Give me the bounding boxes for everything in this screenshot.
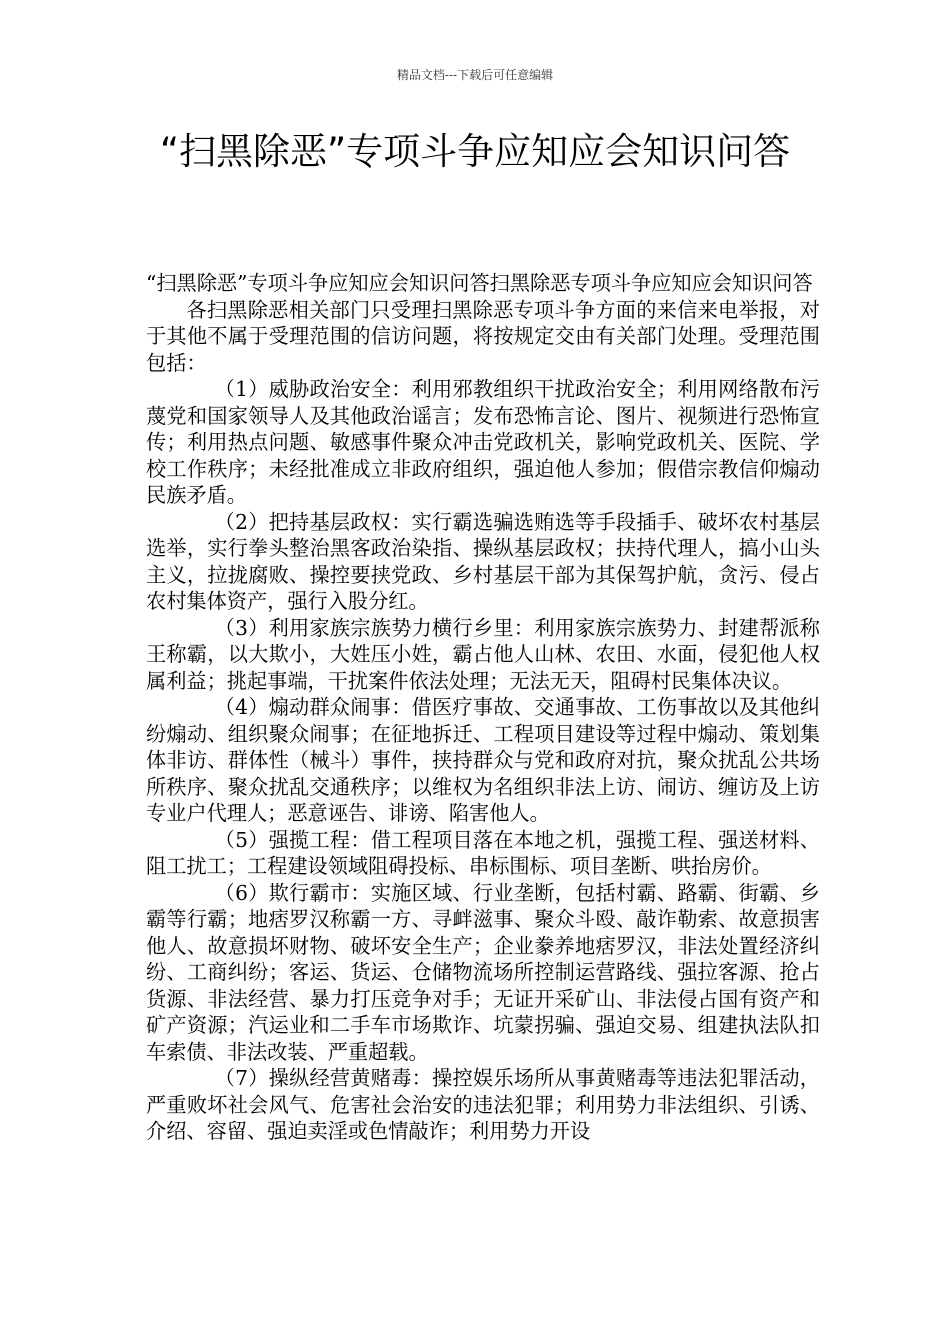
item-paragraph-4: （4）煽动群众闹事：借医疗事故、交通事故、工伤事故以及其他纠纷煽动、组织聚众闹事；在征地拆迁、工程项目建设等过程中煽动、策划集体非访、群体性（械斗）事件，挟持群众与党和政府对抗，聚众扰乱公共场所秩序、聚众扰乱交通秩序；以维权为名组织非法上访、闹访、缠访及上访专业户代理人；恶意诬告、诽谤、陷害他人。 bbox=[146, 695, 820, 825]
subtitle-paragraph: “扫黑除恶”专项斗争应知应会知识问答扫黑除恶专项斗争应知应会知识问答 bbox=[146, 271, 813, 295]
item-paragraph-2: （2）把持基层政权：实行霸选骗选贿选等手段插手、破坏农村基层选举，实行拳头整治黑客政治染指、操纵基层政权；扶持代理人，搞小山头主义，拉拢腐败、操控要挟党政、乡村基层干部为其保驾护航，贪污、侵占农村集体资产，强行入股分红。 bbox=[146, 509, 820, 613]
document-title: “扫黑除恶”专项斗争应知应会知识问答 bbox=[159, 130, 791, 173]
item-paragraph-5: （5）强揽工程：借工程项目落在本地之机，强揽工程、强送材料、阻工扰工；工程建设领域阻碍投标、串标围标、项目垄断、哄抬房价。 bbox=[146, 827, 820, 878]
document-body bbox=[146, 270, 820, 1145]
item-paragraph-1: （1）威胁政治安全：利用邪教组织干扰政治安全；利用网络散布污蔑党和国家领导人及其他政治谣言；发布恐怖言论、图片、视频进行恐怖宣传；利用热点问题、敏感事件聚众冲击党政机关，影响党政机关、医院、学校工作秩序；未经批准成立非政府组织，强迫他人参加；假借宗教信仰煽动民族矛盾。 bbox=[146, 377, 820, 507]
item-paragraph-7: （7）操纵经营黄赌毒：操控娱乐场所从事黄赌毒等违法犯罪活动，严重败坏社会风气、危害社会治安的违法犯罪；利用势力非法组织、引诱、介绍、容留、强迫卖淫或色情敲诈；利用势力开设 bbox=[146, 1066, 820, 1143]
item-paragraph-3: （3）利用家族宗族势力横行乡里：利用家族宗族势力、封建帮派称王称霸，以大欺小，大姓压小姓，霸占他人山林、农田、水面，侵犯他人权属利益；挑起事端，干扰案件依法处理；无法无天，阻碍村民集体决议。 bbox=[146, 615, 820, 693]
item-paragraph-6: （6）欺行霸市：实施区域、行业垄断，包括村霸、路霸、街霸、乡霸等行霸；地痞罗汉称霸一方、寻衅滋事、聚众斗殴、敲诈勒索、故意损害他人、故意损坏财物、破坏安全生产；企业豢养地痞罗汉，非法处置经济纠纷、工商纠纷；客运、货运、仓储物流场所控制运营路线、强拉客源、抢占货源、非法经营、暴力打压竞争对手；无证开采矿山、非法侵占国有资产和矿产资源；汽运业和二手车市场欺诈、坑蒙拐骗、强迫交易、组建执法队扣车索债、非法改装、严重超载。 bbox=[146, 880, 820, 1064]
intro-paragraph: 各扫黑除恶相关部门只受理扫黑除恶专项斗争方面的来信来电举报，对于其他不属于受理范围的信访问题，将按规定交由有关部门处理。受理范围包括： bbox=[146, 297, 820, 375]
page-header-note: 精品文档---下载后可任意编辑 bbox=[396, 68, 554, 82]
